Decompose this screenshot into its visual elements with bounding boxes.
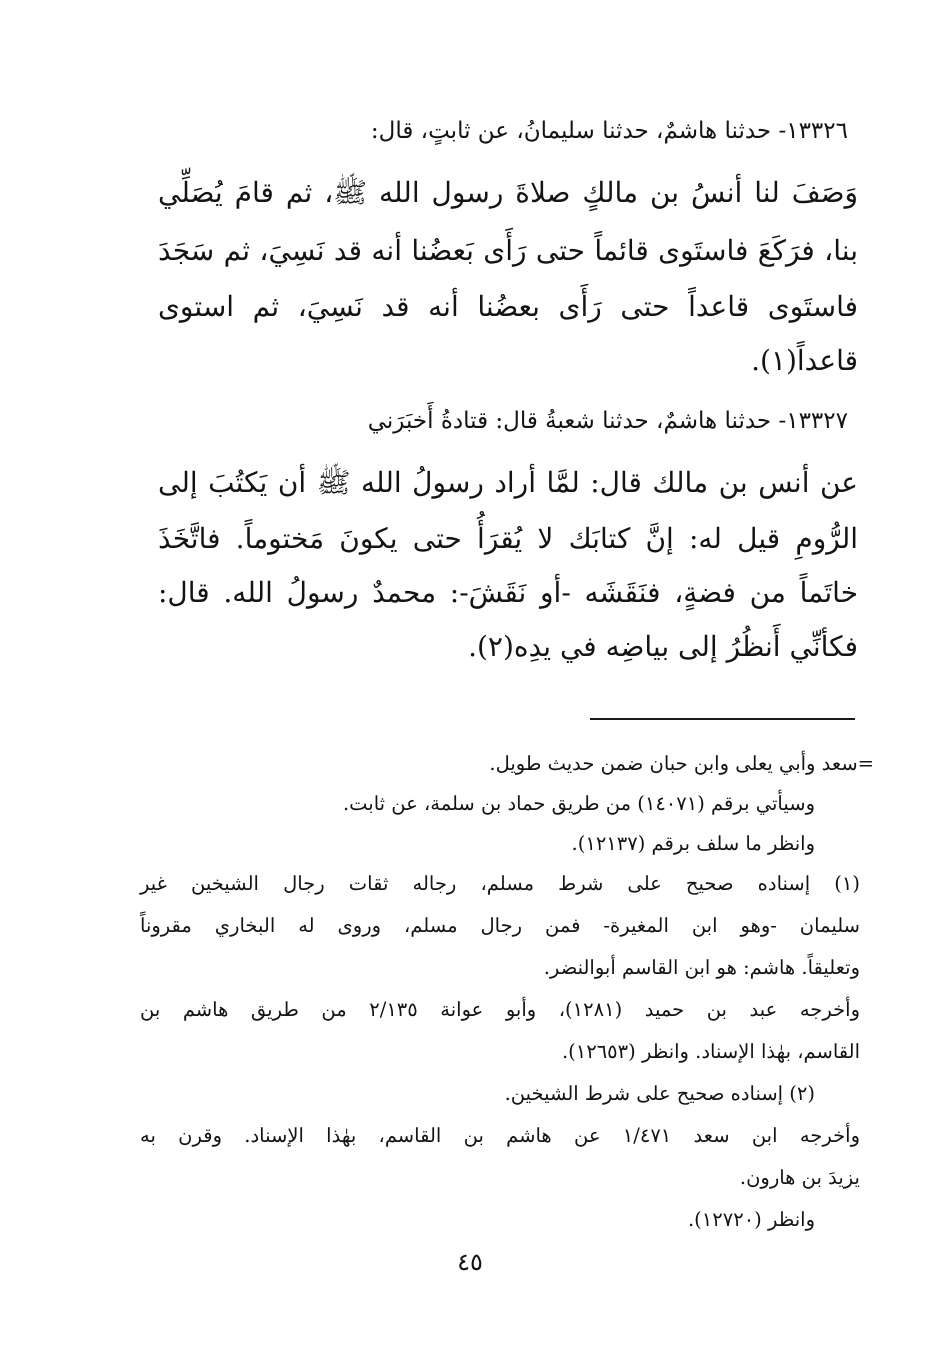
footnote-2: (٢) إسناده صحيح على شرط الشيخين. (504, 1082, 815, 1105)
footnote-cont-ref-2: وانظر ما سلف برقم (١٢١٣٧). (571, 832, 815, 855)
hadith-13326-line-1: وَصَفَ لنا أنسُ بن مالكٍ صلاةَ رسول الله ﷺ، ثم قامَ يُصَلِّي (158, 176, 858, 209)
footnote-2-extra-line-2: يزيدَ بن هارون. (739, 1166, 860, 1189)
hadith-13327-line-3: خاتَماً من فضةٍ، فنَقَشَه -أو نَقَشَ-: محمدٌ رسولُ الله. قال: (158, 576, 858, 609)
footnote-1-line-1: (١) إسناده صحيح على شرط مسلم، رجاله ثقات رجال الشيخين غير (140, 872, 860, 895)
footnote-1-line-3: وتعليقاً. هاشم: هو ابن القاسم أبوالنضر. (543, 956, 860, 979)
hadith-13327-header: ١٣٣٢٧- حدثنا هاشمٌ، حدثنا شعبةُ قال: قتادةُ أَخبَرَني (367, 408, 848, 434)
footnote-cont-ref-1: وسيأتي برقم (١٤٠٧١) من طريق حماد بن سلمة، عن ثابت. (342, 792, 815, 815)
page-number: ٤٥ (457, 1248, 483, 1276)
hadith-13326-line-4: قاعداً(١). (751, 344, 858, 377)
footnote-1-extra-line-1: وأخرجه عبد بن حميد (١٢٨١)، وأبو عوانة ٢/١٣٥ من طريق هاشم بن (140, 998, 860, 1021)
hadith-13327-line-1: عن أنس بن مالك قال: لمَّا أراد رسولُ الله ﷺ أن يَكتُبَ إلى (158, 466, 858, 499)
footnote-2-extra-line-1: وأخرجه ابن سعد ١/٤٧١ عن هاشم بن القاسم، بهٰذا الإسناد. وقرن به (140, 1124, 860, 1147)
hadith-13327-line-4: فكأنِّي أَنظُرُ إلى بياضِه في يدِه(٢). (468, 630, 858, 663)
hadith-13327-line-2: الرُّومِ قيل له: إنَّ كتابَك لا يُقرَأُ حتى يكونَ مَختوماً. فاتَّخَذَ (158, 522, 858, 555)
footnote-separator (590, 718, 855, 720)
footnote-2-ref: وانظر (١٢٧٢٠). (687, 1208, 815, 1231)
hadith-13326-header: ١٣٣٢٦- حدثنا هاشمٌ، حدثنا سليمانُ، عن ثابتٍ، قال: (370, 118, 848, 144)
hadith-13326-line-3: فاستَوى قاعداً حتى رَأَى بعضُنا أنه قد نَسِيَ، ثم استوى (158, 290, 858, 323)
footnote-1-line-2: سليمان -وهو ابن المغيرة- فمن رجال مسلم، وروى له البخاري مقروناً (140, 914, 860, 937)
footnote-continuation: =سعد وأبي يعلى وابن حبان ضمن حديث طويل. (489, 752, 874, 775)
hadith-13326-line-2: بنا، فرَكَعَ فاستَوى قائماً حتى رَأَى بَعضُنا أنه قد نَسِيَ، ثم سَجَدَ (158, 234, 858, 267)
footnote-1-extra-line-2: القاسم، بهٰذا الإسناد. وانظر (١٢٦٥٣). (561, 1040, 860, 1063)
